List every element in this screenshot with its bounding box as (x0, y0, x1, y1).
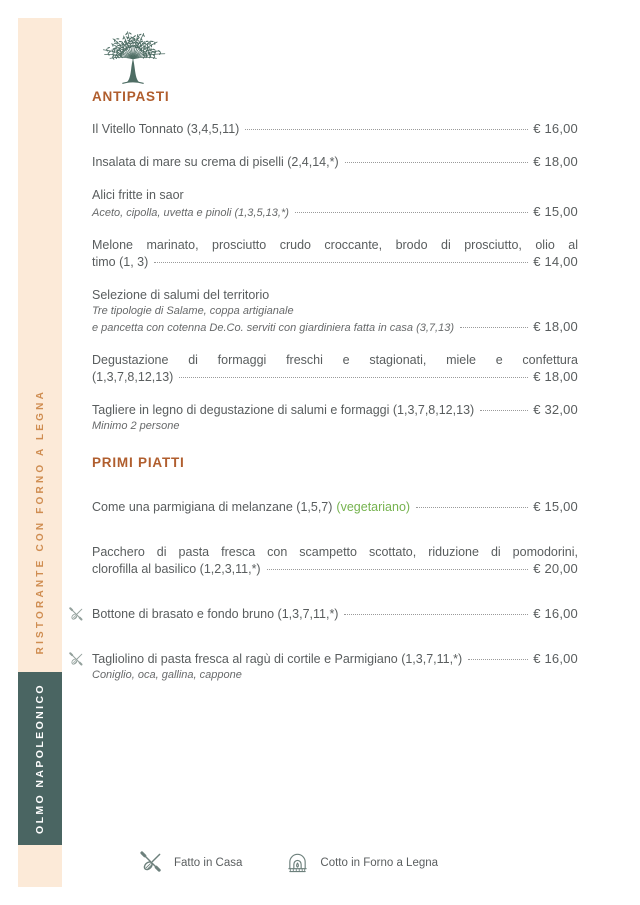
dish-name: Tagliolino di pasta fresca al ragù di cortile e Parmigiano (1,3,7,11,*) (92, 652, 463, 666)
dish-description: Aceto, cipolla, uvetta e pinoli (1,3,5,13,*) (92, 207, 289, 219)
fatto-in-casa-icon (140, 851, 163, 874)
section-title: PRIMI PIATTI (92, 455, 185, 470)
dish-price-row (92, 204, 578, 221)
dish-name: Alici fritte in saor (92, 188, 184, 202)
dotted-leader (460, 327, 528, 328)
restaurant-name-badge (18, 672, 62, 845)
dish-price: € 16,00 (533, 121, 578, 136)
dish-price-row (92, 402, 578, 419)
dish-price-row (92, 154, 578, 171)
dotted-leader (154, 262, 528, 263)
menu-item (92, 651, 578, 683)
dish-price-row (92, 121, 578, 138)
fatto-in-casa-icon (69, 652, 84, 667)
dish-price: € 18,00 (533, 154, 578, 169)
dish-name: Tagliere in legno di degustazione di salumi e formaggi (1,3,7,8,12,13) (92, 403, 475, 417)
dish-name: clorofilla al basilico (1,2,3,11,*) (92, 562, 261, 576)
menu-item (92, 237, 578, 271)
dish-price: € 18,00 (533, 369, 578, 384)
menu-item (92, 121, 578, 138)
dish-price: € 15,00 (533, 204, 578, 219)
elm-tree-logo (92, 18, 174, 88)
restaurant-tagline (18, 382, 62, 662)
wood-oven-icon (286, 851, 309, 874)
dish-note: Coniglio, oca, gallina, cappone (92, 669, 242, 681)
dish-price-row (92, 561, 578, 578)
dish-price-row (92, 499, 578, 516)
dish-description: e pancetta con cotenna De.Co. serviti con giardiniera fatta in casa (3,7,13) (92, 322, 454, 334)
dish-price-row (92, 606, 578, 623)
dish-price: € 18,00 (533, 319, 578, 334)
legend-label-fatto-in-casa: Fatto in Casa (174, 856, 243, 869)
dish-price-row (92, 319, 578, 336)
dotted-leader (345, 162, 529, 163)
menu-item (92, 402, 578, 434)
dish-name: Insalata di mare su crema di piselli (2,4,14,*) (92, 155, 339, 169)
menu-section-primi-piatti (92, 454, 578, 683)
dish-name: (1,3,7,8,12,13) (92, 370, 174, 384)
dish-name: Il Vitello Tonnato (3,4,5,11) (92, 122, 240, 136)
dotted-leader (344, 614, 528, 615)
menu-item (92, 287, 578, 336)
restaurant-tagline-text: RISTORANTE CON FORNO A LEGNA (34, 389, 46, 655)
menu-item (92, 606, 578, 623)
restaurant-name-text: OLMO NAPOLEONICO (34, 683, 46, 834)
menu-item (92, 544, 578, 578)
legend-label-forno-a-legna: Cotto in Forno a Legna (320, 856, 439, 869)
dish-name: Degustazione di formaggi freschi e stagionati, miele e confettura (92, 353, 578, 367)
dish-price: € 15,00 (533, 499, 578, 514)
menu-section-antipasti (92, 88, 578, 434)
dotted-leader (468, 659, 528, 660)
dish-price: € 16,00 (533, 606, 578, 621)
dish-name: Melone marinato, prosciutto crudo croccante, brodo di prosciutto, olio al (92, 238, 578, 252)
dish-name: Pacchero di pasta fresca con scampetto scottato, riduzione di pomodorini, (92, 545, 578, 559)
dish-price: € 16,00 (533, 651, 578, 666)
legend-item-forno-a-legna (286, 851, 438, 874)
legend-item-fatto-in-casa (140, 851, 242, 874)
fatto-in-casa-icon (69, 607, 84, 622)
dish-name: Come una parmigiana di melanzane (1,5,7) (92, 500, 333, 514)
dish-price-row (92, 651, 578, 668)
dotted-leader (267, 569, 529, 570)
dish-note: Minimo 2 persone (92, 420, 180, 432)
side-strip (18, 18, 62, 887)
menu-item (92, 352, 578, 386)
dotted-leader (416, 507, 528, 508)
vegetarian-note: (vegetariano) (336, 500, 411, 514)
dish-price: € 32,00 (533, 402, 578, 417)
menu-item (92, 187, 578, 221)
dish-price: € 14,00 (533, 254, 578, 269)
dish-name: Selezione di salumi del territorio (92, 288, 270, 302)
section-title: ANTIPASTI (92, 89, 170, 104)
dish-price: € 20,00 (533, 561, 578, 576)
dish-name: timo (1, 3) (92, 255, 149, 269)
legend (140, 851, 438, 874)
dish-price-row (92, 254, 578, 271)
dotted-leader (179, 377, 528, 378)
dish-description: Tre tipologie di Salame, coppa artigianale (92, 305, 294, 317)
dotted-leader (245, 129, 528, 130)
menu-content (92, 88, 578, 683)
dotted-leader (480, 410, 528, 411)
menu-item (92, 499, 578, 516)
dish-price-row (92, 369, 578, 386)
menu-item (92, 154, 578, 171)
dotted-leader (295, 212, 528, 213)
dish-name: Bottone di brasato e fondo bruno (1,3,7,11,*) (92, 607, 339, 621)
